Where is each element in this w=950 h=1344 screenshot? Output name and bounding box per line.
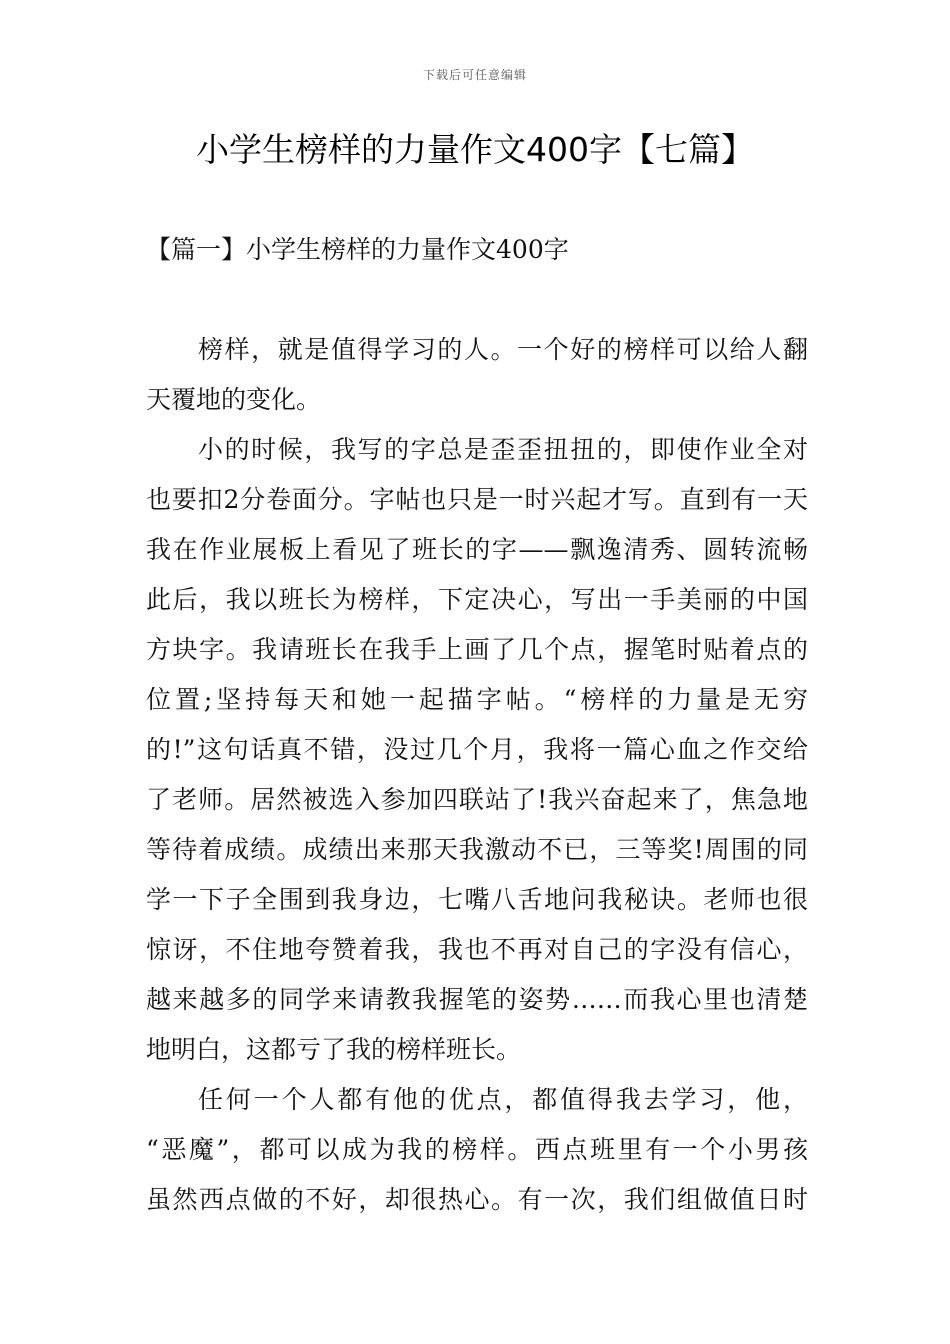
paragraph-line: 我在作业展板上看见了班长的字——飘逸清秀、圆转流畅 xyxy=(146,535,808,564)
paragraph-line: 地明白，这都亏了我的榜样班长。 xyxy=(146,1035,522,1064)
paragraph-line: 越来越多的同学来请教我握笔的姿势……而我心里也清楚 xyxy=(146,985,808,1014)
document-title: 小学生榜样的力量作文400字【七篇】 xyxy=(196,130,754,169)
paragraph-line: 也要扣2分卷面分。字帖也只是一时兴起才写。直到有一天 xyxy=(146,485,808,514)
body-text xyxy=(146,325,808,1225)
paragraph-line: 位置;坚持每天和她一起描字帖。“榜样的力量是无穷 xyxy=(146,685,808,714)
paragraph-line: 此后，我以班长为榜样，下定决心，写出一手美丽的中国 xyxy=(146,585,808,614)
header-note: 下载后可任意编辑 xyxy=(422,68,527,82)
paragraph-line: 的!”这句话真不错，没过几个月，我将一篇心血之作交给 xyxy=(146,735,808,764)
paragraph-line: 等待着成绩。成绩出来那天我激动不已，三等奖!周围的同 xyxy=(146,835,808,864)
paragraph-line: 小的时候，我写的字总是歪歪扭扭的，即使作业全对 xyxy=(198,435,808,464)
paragraph-line: 任何一个人都有他的优点，都值得我去学习，他， xyxy=(198,1085,808,1114)
paragraph-line: 榜样，就是值得学习的人。一个好的榜样可以给人翻 xyxy=(198,335,808,364)
paragraph-line: 虽然西点做的不好，却很热心。有一次，我们组做值日时 xyxy=(146,1185,808,1214)
paragraph-line: 了老师。居然被选入参加四联站了!我兴奋起来了，焦急地 xyxy=(146,785,808,814)
paragraph-line: “恶魔”，都可以成为我的榜样。西点班里有一个小男孩 xyxy=(146,1135,808,1164)
paragraph-line: 方块字。我请班长在我手上画了几个点，握笔时贴着点的 xyxy=(146,635,808,664)
paragraph-line: 天覆地的变化。 xyxy=(146,385,322,414)
section-heading: 【篇一】小学生榜样的力量作文400字 xyxy=(146,235,569,264)
paragraph-line: 惊讶，不住地夸赞着我，我也不再对自己的字没有信心， xyxy=(146,935,808,964)
paragraph-line: 学一下子全围到我身边，七嘴八舌地问我秘诀。老师也很 xyxy=(146,885,808,914)
